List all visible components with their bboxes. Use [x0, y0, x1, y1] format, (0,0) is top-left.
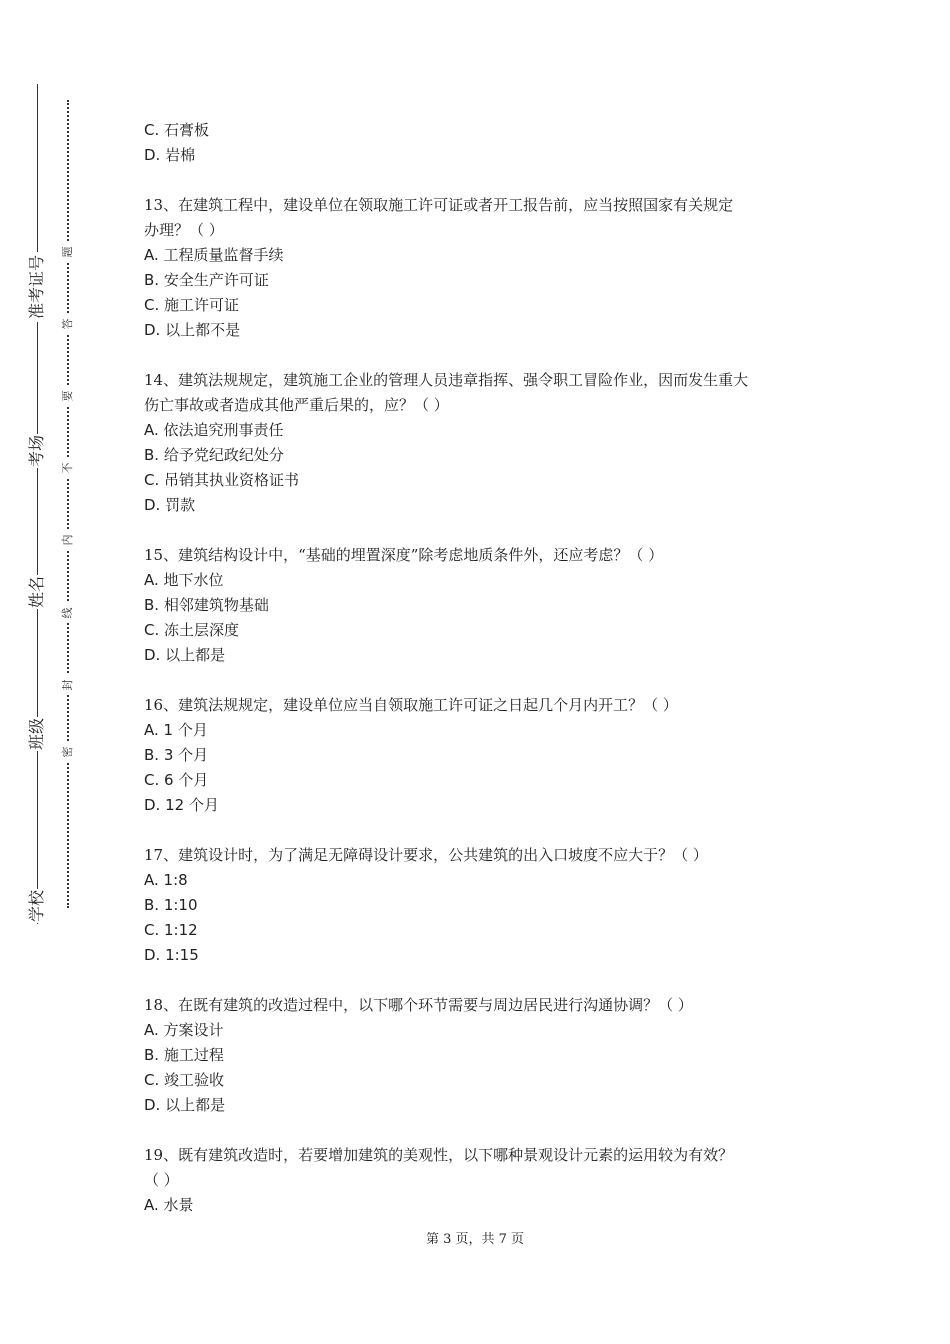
seal-char: 要 — [58, 386, 78, 406]
seal-char: 题 — [58, 242, 78, 262]
option: D. 1:15 — [144, 946, 199, 964]
option: A. 地下水位 — [144, 571, 224, 589]
question-stem: 19、既有建筑改造时，若要增加建筑的美观性，以下哪种景观设计元素的运用较为有效？ — [144, 1146, 734, 1164]
class-label: 班级 — [20, 717, 54, 751]
option: D. 12 个月 — [144, 796, 219, 814]
page-footer: 第 3 页，共 7 页 — [425, 1232, 525, 1247]
seal-char: 线 — [58, 603, 78, 623]
question-19 — [144, 1143, 824, 1218]
option: A. 工程质量监督手续 — [144, 246, 284, 264]
question-16 — [144, 693, 824, 818]
question-stem: 办理？（ ） — [144, 221, 224, 239]
option: A. 方案设计 — [144, 1021, 224, 1039]
question-stem: 伤亡事故或者造成其他严重后果的，应？（ ） — [144, 396, 449, 414]
seal-char: 封 — [58, 675, 78, 695]
question-stem: 15、建筑结构设计中，“基础的埋置深度”除考虑地质条件外，还应考虑？（ ） — [144, 546, 664, 564]
seal-char: 内 — [58, 530, 78, 550]
option: D. 岩棉 — [144, 146, 196, 164]
option: C. 石膏板 — [144, 121, 210, 139]
option: A. 水景 — [144, 1196, 194, 1214]
question-13 — [144, 193, 824, 343]
option: D. 以上都是 — [144, 1096, 226, 1114]
option: A. 1:8 — [144, 871, 188, 889]
question-stem: 14、建筑法规规定，建筑施工企业的管理人员违章指挥、强令职工冒险作业，因而发生重大 — [144, 371, 749, 389]
option: C. 6 个月 — [144, 771, 209, 789]
option: B. 给予党纪政纪处分 — [144, 446, 284, 464]
option: C. 竣工验收 — [144, 1071, 225, 1089]
question-17 — [144, 843, 824, 968]
option: D. 罚款 — [144, 496, 196, 514]
option: C. 吊销其执业资格证书 — [144, 471, 300, 489]
option: C. 施工许可证 — [144, 296, 240, 314]
option: C. 1:12 — [144, 921, 198, 939]
question-stem: （ ） — [144, 1171, 179, 1189]
option: A. 依法追究刑事责任 — [144, 421, 284, 439]
seal-char: 不 — [58, 458, 78, 478]
school-label: 学校 — [20, 889, 54, 923]
question-14 — [144, 368, 824, 518]
option: B. 1:10 — [144, 896, 198, 914]
exam-room-label: 考场 — [20, 434, 54, 468]
question-content — [144, 118, 824, 1243]
question-stem: 16、建筑法规规定，建设单位应当自领取施工许可证之日起几个月内开工？（ ） — [144, 696, 678, 714]
seal-char: 密 — [58, 742, 78, 762]
question-18 — [144, 993, 824, 1118]
margin-solid-line — [37, 84, 38, 924]
question-15 — [144, 543, 824, 668]
option: B. 相邻建筑物基础 — [144, 596, 269, 614]
margin-dotted-line — [67, 100, 69, 908]
seal-char: 答 — [58, 314, 78, 334]
option: C. 冻土层深度 — [144, 621, 240, 639]
option: B. 安全生产许可证 — [144, 271, 269, 289]
question-stem: 13、在建筑工程中，建设单位在领取施工许可证或者开工报告前，应当按照国家有关规定 — [144, 196, 734, 214]
question-stem: 17、建筑设计时，为了满足无障碍设计要求，公共建筑的出入口坡度不应大于？（ ） — [144, 846, 708, 864]
option: B. 施工过程 — [144, 1046, 224, 1064]
option: D. 以上都不是 — [144, 321, 241, 339]
exam-number-label: 准考证号 — [20, 252, 54, 322]
name-label: 姓名 — [20, 575, 54, 609]
option: D. 以上都是 — [144, 646, 226, 664]
continued-question — [144, 118, 824, 168]
option: A. 1 个月 — [144, 721, 208, 739]
option: B. 3 个月 — [144, 746, 209, 764]
question-stem: 18、在既有建筑的改造过程中，以下哪个环节需要与周边居民进行沟通协调？（ ） — [144, 996, 693, 1014]
